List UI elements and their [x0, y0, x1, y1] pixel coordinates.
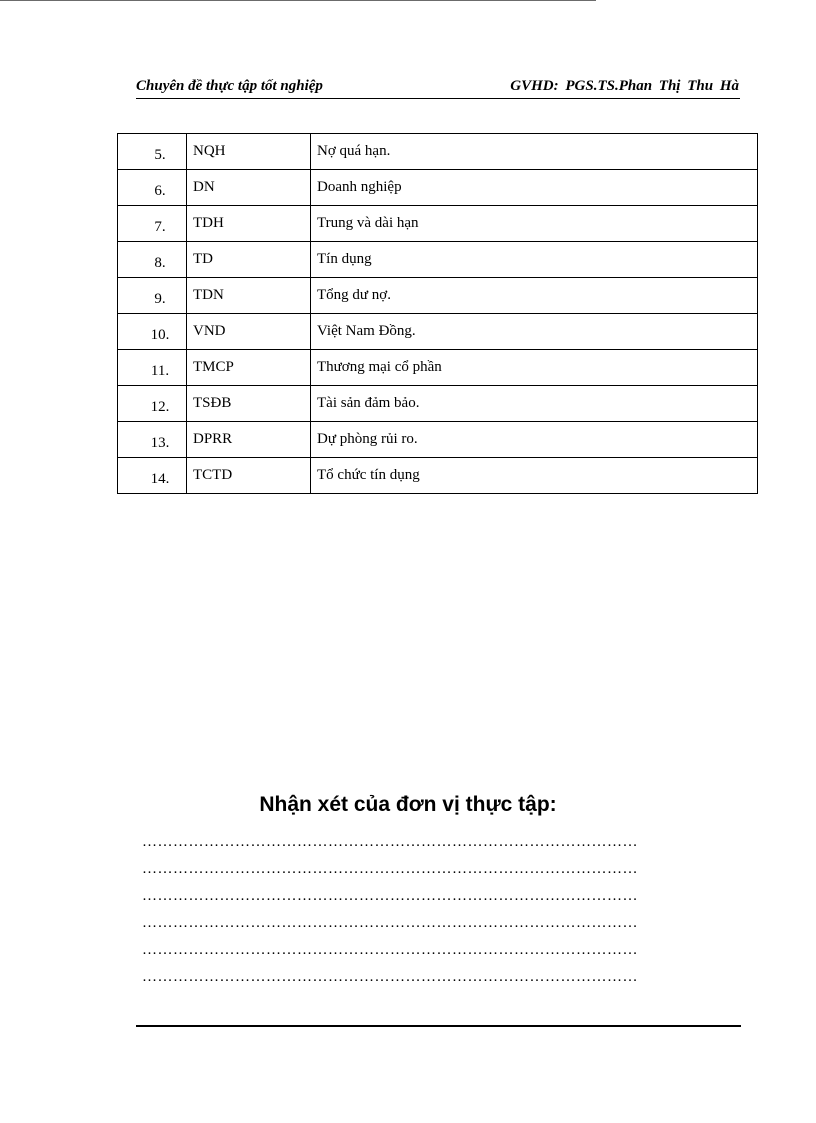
comment-line: …………………………………………………………………………………… — [142, 969, 638, 985]
table-row — [118, 170, 758, 206]
row-abbreviation: TMCP — [187, 350, 311, 386]
table-row — [118, 134, 758, 170]
table-row — [118, 386, 758, 422]
row-abbreviation: TSĐB — [187, 386, 311, 422]
row-number: 13. — [118, 422, 187, 458]
row-meaning: Tổng dư nợ. — [311, 278, 758, 314]
header-title: Chuyên đề thực tập tốt nghiệp — [136, 78, 323, 94]
row-abbreviation: TCTD — [187, 458, 311, 494]
row-meaning: Tổ chức tín dụng — [311, 458, 758, 494]
table-row — [118, 206, 758, 242]
row-number: 11. — [118, 350, 187, 386]
row-meaning: Dự phòng rủi ro. — [311, 422, 758, 458]
comment-line: …………………………………………………………………………………… — [142, 861, 638, 877]
page-header — [136, 76, 740, 99]
row-number: 6. — [118, 170, 187, 206]
row-meaning: Nợ quá hạn. — [311, 134, 758, 170]
top-rule — [0, 0, 596, 1]
row-abbreviation: TD — [187, 242, 311, 278]
row-meaning: Doanh nghiệp — [311, 170, 758, 206]
row-abbreviation: TDH — [187, 206, 311, 242]
row-abbreviation: TDN — [187, 278, 311, 314]
row-number: 12. — [118, 386, 187, 422]
row-abbreviation: DN — [187, 170, 311, 206]
table-row — [118, 314, 758, 350]
footer-rule — [136, 1025, 741, 1027]
row-meaning: Việt Nam Đồng. — [311, 314, 758, 350]
row-meaning: Tài sản đảm bảo. — [311, 386, 758, 422]
row-abbreviation: VND — [187, 314, 311, 350]
table-row — [118, 242, 758, 278]
row-abbreviation: NQH — [187, 134, 311, 170]
row-meaning: Trung và dài hạn — [311, 206, 758, 242]
comment-line: …………………………………………………………………………………… — [142, 915, 638, 931]
abbreviation-table — [117, 133, 758, 494]
row-number: 14. — [118, 458, 187, 494]
row-number: 5. — [118, 134, 187, 170]
comment-section-title: Nhận xét của đơn vị thực tập: — [259, 793, 557, 816]
comment-line: …………………………………………………………………………………… — [142, 834, 638, 850]
row-number: 9. — [118, 278, 187, 314]
comment-line: …………………………………………………………………………………… — [142, 942, 638, 958]
row-abbreviation: DPRR — [187, 422, 311, 458]
row-meaning: Tín dụng — [311, 242, 758, 278]
comment-lines — [142, 834, 742, 996]
row-number: 8. — [118, 242, 187, 278]
table-row — [118, 350, 758, 386]
header-advisor: GVHD: PGS.TS.Phan Thị Thu Hà — [510, 78, 739, 94]
comment-line: …………………………………………………………………………………… — [142, 888, 638, 904]
table-row — [118, 278, 758, 314]
row-meaning: Thương mại cổ phần — [311, 350, 758, 386]
table-row — [118, 458, 758, 494]
row-number: 10. — [118, 314, 187, 350]
table-row — [118, 422, 758, 458]
row-number: 7. — [118, 206, 187, 242]
